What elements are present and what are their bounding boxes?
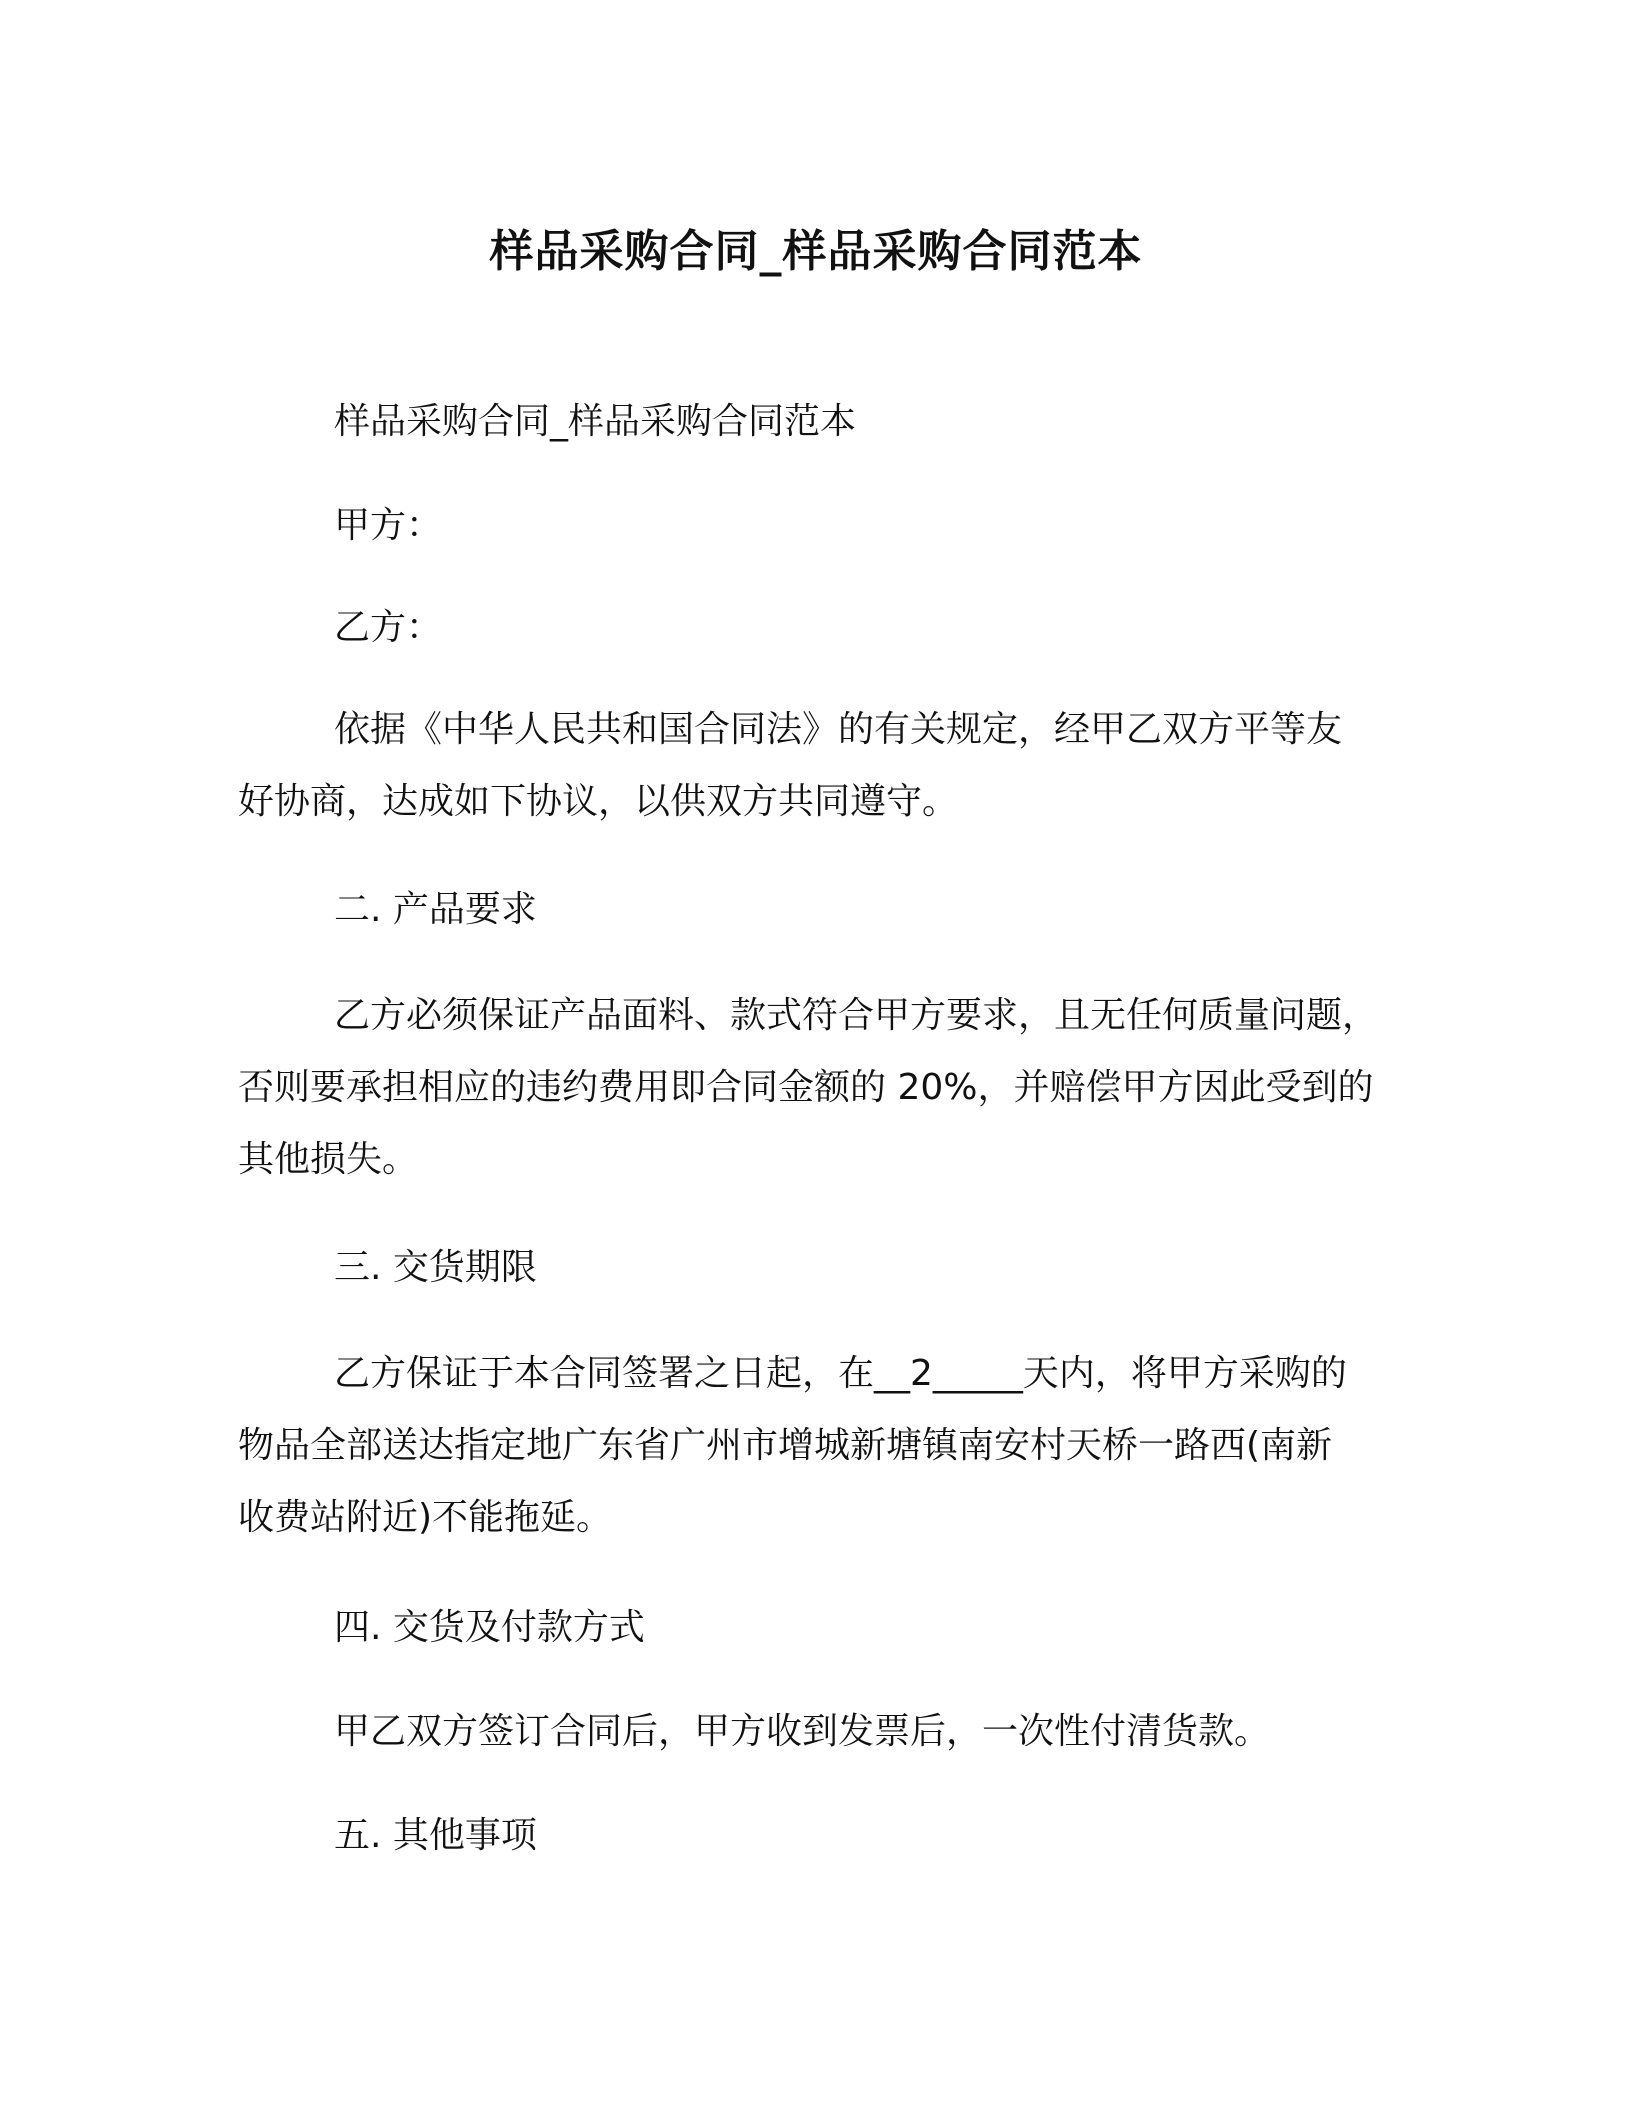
product-requirements-paragraph: 乙方必须保证产品面料、款式符合甲方要求，且无任何质量问题，否则要承担相应的违约费用即合同金额的 20%，并赔偿甲方因此受到的其他损失。 — [238, 995, 1379, 1180]
section-heading-other-matters: 五. 其他事项 — [334, 1815, 537, 1856]
subtitle-paragraph: 样品采购合同_样品采购合同范本 — [334, 401, 857, 442]
document-title: 样品采购合同_样品采购合同范本 — [489, 226, 1143, 277]
payment-paragraph: 甲乙双方签订合同后，甲方收到发票后，一次性付清货款。 — [334, 1711, 1271, 1752]
preamble-paragraph: 依据《中华人民共和国合同法》的有关规定，经甲乙双方平等友好协商，达成如下协议，以供双方共同遵守。 — [238, 709, 1343, 822]
section-heading-delivery-payment: 四. 交货及付款方式 — [334, 1607, 645, 1648]
section-heading-delivery-deadline: 三. 交货期限 — [334, 1247, 537, 1288]
section-heading-product-requirements: 二. 产品要求 — [334, 889, 537, 930]
delivery-deadline-paragraph: 乙方保证于本合同签署之日起，在__2_____天内，将甲方采购的物品全部送达指定地广东省广州市增城新塘镇南安村天桥一路西(南新收费站附近)不能拖延。 — [238, 1353, 1347, 1538]
party-a-line: 甲方： — [334, 505, 443, 546]
party-b-line: 乙方： — [334, 607, 443, 648]
